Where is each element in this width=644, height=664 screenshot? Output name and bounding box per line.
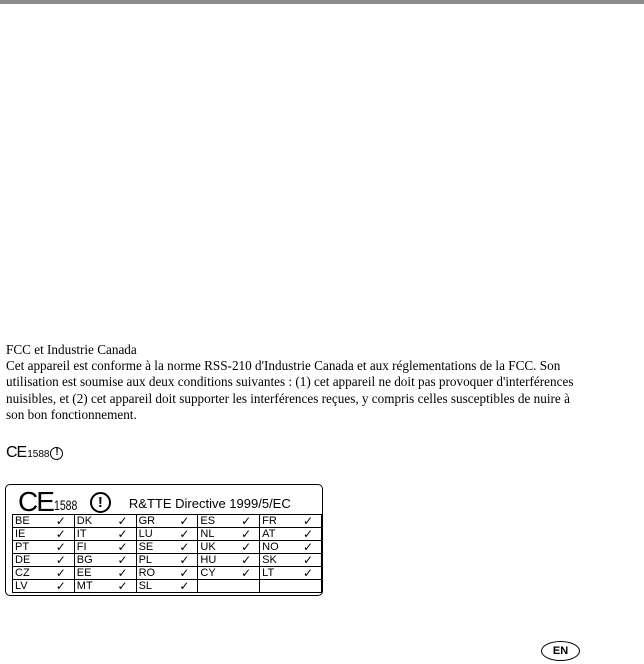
checkmark-icon: ✓ bbox=[302, 552, 313, 567]
checkmark-icon: ✓ bbox=[302, 539, 313, 554]
country-code: DE bbox=[15, 553, 31, 566]
country-code: FI bbox=[76, 540, 87, 553]
country-cell bbox=[136, 580, 198, 593]
country-cell bbox=[260, 515, 322, 528]
country-cell bbox=[13, 541, 75, 554]
country-cell bbox=[74, 515, 136, 528]
rtte-header bbox=[18, 486, 291, 517]
table-row bbox=[13, 580, 322, 593]
ce-mark-small bbox=[6, 444, 63, 462]
country-code: HU bbox=[200, 553, 217, 566]
checkmark-icon: ✓ bbox=[117, 578, 128, 593]
country-cell bbox=[198, 580, 260, 593]
table-row bbox=[13, 567, 322, 580]
table-row bbox=[13, 554, 322, 567]
country-code: IE bbox=[15, 527, 26, 540]
checkmark-icon: ✓ bbox=[302, 526, 313, 541]
country-cell bbox=[260, 567, 322, 580]
country-code: FR bbox=[262, 514, 277, 527]
country-code: IT bbox=[76, 527, 87, 540]
language-badge: EN bbox=[541, 641, 580, 661]
country-cell bbox=[13, 580, 75, 593]
country-code: LV bbox=[15, 579, 28, 592]
checkmark-icon: ✓ bbox=[55, 526, 66, 541]
alert-icon: ! bbox=[50, 447, 63, 460]
checkmark-icon: ✓ bbox=[179, 513, 190, 528]
checkmark-icon: ✓ bbox=[55, 578, 66, 593]
country-cell bbox=[136, 567, 198, 580]
country-code: PL bbox=[138, 553, 153, 566]
checkmark-icon: ✓ bbox=[302, 565, 313, 580]
country-cell bbox=[260, 541, 322, 554]
checkmark-icon: ✓ bbox=[241, 526, 252, 541]
country-cell bbox=[13, 567, 75, 580]
country-table bbox=[12, 514, 322, 593]
country-code: DK bbox=[76, 514, 93, 527]
checkmark-icon: ✓ bbox=[55, 513, 66, 528]
country-code: PT bbox=[15, 540, 30, 553]
country-code: LU bbox=[138, 527, 153, 540]
fcc-line: nuisibles, et (2) cet appareil doit supporter les interférences reçues, y compris celles susceptibles de nuire à bbox=[6, 390, 570, 406]
fcc-title: FCC et Industrie Canada bbox=[6, 342, 137, 357]
country-cell bbox=[198, 554, 260, 567]
checkmark-icon: ✓ bbox=[241, 552, 252, 567]
fcc-line: utilisation est soumise aux deux conditions suivantes : (1) cet appareil ne doit pas provoquer d'interférences bbox=[6, 374, 574, 390]
country-cell bbox=[198, 541, 260, 554]
country-cell bbox=[74, 554, 136, 567]
country-code: AT bbox=[262, 527, 276, 540]
fcc-line: Cet appareil est conforme à la norme RSS-210 d'Industrie Canada et aux réglementations de la FCC. Son bbox=[6, 358, 561, 374]
country-code: NL bbox=[200, 527, 215, 540]
directive-title: R&TTE Directive 1999/5/EC bbox=[128, 495, 291, 511]
checkmark-icon: ✓ bbox=[117, 539, 128, 554]
checkmark-icon: ✓ bbox=[55, 539, 66, 554]
country-cell bbox=[13, 554, 75, 567]
country-cell bbox=[74, 528, 136, 541]
country-code: NO bbox=[262, 540, 279, 553]
checkmark-icon: ✓ bbox=[117, 513, 128, 528]
country-code: CZ bbox=[15, 566, 30, 579]
checkmark-icon: ✓ bbox=[179, 552, 190, 567]
country-cell bbox=[74, 567, 136, 580]
table-row bbox=[13, 528, 322, 541]
country-code: CY bbox=[200, 566, 216, 579]
fcc-line: son bon fonctionnement. bbox=[6, 406, 137, 422]
country-cell bbox=[136, 554, 198, 567]
ce-logo: CE bbox=[18, 486, 53, 517]
country-cell bbox=[260, 580, 322, 593]
checkmark-icon: ✓ bbox=[55, 565, 66, 580]
country-code: RO bbox=[138, 566, 156, 579]
checkmark-icon: ✓ bbox=[179, 565, 190, 580]
country-code: GR bbox=[138, 514, 156, 527]
country-cell bbox=[260, 528, 322, 541]
checkmark-icon: ✓ bbox=[117, 565, 128, 580]
checkmark-icon: ✓ bbox=[179, 526, 190, 541]
ce-logo: CE bbox=[6, 444, 27, 461]
country-code: BG bbox=[76, 553, 93, 566]
checkmark-icon: ✓ bbox=[302, 513, 313, 528]
country-cell bbox=[74, 580, 136, 593]
checkmark-icon: ✓ bbox=[117, 552, 128, 567]
checkmark-icon: ✓ bbox=[241, 565, 252, 580]
checkmark-icon: ✓ bbox=[241, 539, 252, 554]
country-cell bbox=[136, 541, 198, 554]
country-cell bbox=[136, 515, 198, 528]
country-cell bbox=[13, 515, 75, 528]
country-cell bbox=[198, 528, 260, 541]
checkmark-icon: ✓ bbox=[55, 552, 66, 567]
rtte-box bbox=[5, 484, 323, 596]
country-cell bbox=[260, 554, 322, 567]
table-row bbox=[13, 541, 322, 554]
country-cell bbox=[136, 528, 198, 541]
country-code: ES bbox=[200, 514, 216, 527]
country-code: EE bbox=[76, 566, 92, 579]
alert-icon: ! bbox=[90, 492, 111, 513]
country-code: SL bbox=[138, 579, 153, 592]
country-cell bbox=[198, 567, 260, 580]
country-code: BE bbox=[15, 514, 30, 527]
country-code: LT bbox=[262, 566, 275, 579]
country-code: MT bbox=[76, 579, 93, 592]
fcc-statement bbox=[6, 342, 638, 423]
checkmark-icon: ✓ bbox=[179, 578, 190, 593]
checkmark-icon: ✓ bbox=[117, 526, 128, 541]
country-code: SE bbox=[138, 540, 154, 553]
top-rule bbox=[0, 0, 644, 4]
country-code: UK bbox=[200, 540, 216, 553]
notified-body-number: 1588 bbox=[27, 448, 50, 460]
checkmark-icon: ✓ bbox=[241, 513, 252, 528]
table-row bbox=[13, 515, 322, 528]
country-cell bbox=[198, 515, 260, 528]
country-cell bbox=[74, 541, 136, 554]
country-cell bbox=[13, 528, 75, 541]
checkmark-icon: ✓ bbox=[179, 539, 190, 554]
notified-body-number: 1588 bbox=[53, 497, 78, 513]
country-code: SK bbox=[262, 553, 277, 566]
